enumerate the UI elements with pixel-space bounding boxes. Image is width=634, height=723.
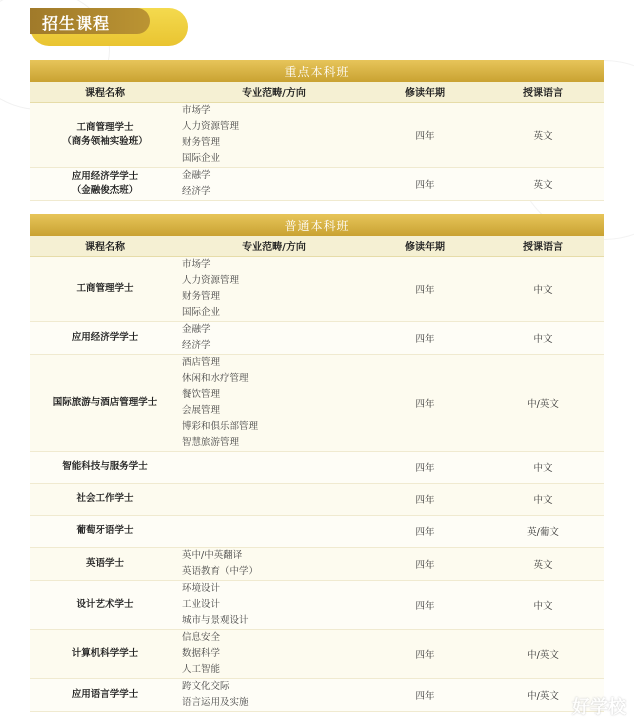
direction-item: 信息安全 [182, 631, 221, 643]
direction-item: 智慧旅游管理 [182, 436, 240, 448]
course-name: 工商管理学士 （商务领袖实验班） [62, 121, 148, 147]
direction-item: 金融学 [182, 169, 211, 181]
course-name: 应用经济学学士 [71, 331, 139, 343]
direction-item: 人力资源管理 [182, 274, 240, 286]
teaching-language-cell: 中/英文 [482, 678, 604, 711]
watermark-logo: 好学校 [572, 697, 626, 718]
course-name-cell [30, 629, 180, 678]
direction-item: 市场学 [182, 258, 211, 270]
direction-item: 经济学 [182, 185, 211, 197]
study-years-cell: 四年 [368, 547, 482, 580]
course-name: 国际旅游与酒店管理学士 [52, 396, 158, 408]
column-header: 专业范畴/方向 [180, 82, 368, 102]
teaching-language-cell: 中文 [482, 321, 604, 354]
direction-item: 国际企业 [182, 152, 221, 164]
table-body [30, 256, 604, 711]
direction-item: 英语教育（中学） [182, 565, 259, 577]
direction-cell [180, 102, 368, 167]
direction-item: 市场学 [182, 104, 211, 116]
teaching-language-cell: 中文 [482, 580, 604, 629]
direction-item: 环境设计 [182, 582, 221, 594]
table-row [30, 102, 604, 167]
teaching-language-cell: 中文 [482, 483, 604, 515]
direction-item: 国际企业 [182, 306, 221, 318]
column-header: 授课语言 [482, 236, 604, 256]
study-years-cell: 四年 [368, 167, 482, 200]
direction-item: 会展管理 [182, 404, 221, 416]
table-row [30, 354, 604, 451]
teaching-language-cell: 英文 [482, 102, 604, 167]
course-name-cell [30, 451, 180, 483]
direction-item: 经济学 [182, 339, 211, 351]
study-years-cell: 四年 [368, 451, 482, 483]
direction-cell [180, 167, 368, 200]
direction-cell [180, 354, 368, 451]
course-name-cell [30, 256, 180, 321]
study-years-cell: 四年 [368, 629, 482, 678]
course-name-cell [30, 678, 180, 711]
study-years-cell: 四年 [368, 354, 482, 451]
direction-cell [180, 629, 368, 678]
table-row [30, 451, 604, 483]
direction-item: 英中/中英翻译 [182, 549, 243, 561]
direction-item: 数据科学 [182, 647, 221, 659]
table-title-bar: 重点本科班 [30, 60, 604, 82]
table-body [30, 102, 604, 200]
course-name: 工商管理学士 [76, 282, 134, 294]
table-row [30, 321, 604, 354]
direction-item: 休闲和水疗管理 [182, 372, 249, 384]
course-name-cell [30, 515, 180, 547]
course-name: 设计艺术学士 [76, 598, 134, 610]
study-years-cell: 四年 [368, 580, 482, 629]
direction-cell [180, 515, 368, 547]
teaching-language-cell: 中文 [482, 451, 604, 483]
teaching-language-cell: 英/葡文 [482, 515, 604, 547]
direction-cell [180, 483, 368, 515]
course-name-cell [30, 580, 180, 629]
section-title: 招生课程 [42, 14, 111, 33]
study-years-cell: 四年 [368, 483, 482, 515]
teaching-language-cell: 中文 [482, 256, 604, 321]
column-header: 课程名称 [30, 236, 180, 256]
course-name-cell [30, 547, 180, 580]
table-row [30, 515, 604, 547]
direction-cell [180, 256, 368, 321]
course-name: 葡萄牙语学士 [76, 525, 134, 536]
study-years-cell: 四年 [368, 256, 482, 321]
direction-item: 财务管理 [182, 136, 221, 148]
column-header: 课程名称 [30, 82, 180, 102]
course-name-cell [30, 321, 180, 354]
course-name: 英语学士 [85, 557, 124, 569]
course-name: 社会工作学士 [76, 493, 134, 504]
direction-cell [180, 580, 368, 629]
direction-item: 博彩和俱乐部管理 [182, 420, 259, 432]
course-name-cell [30, 167, 180, 200]
teaching-language-cell: 英文 [482, 167, 604, 200]
direction-item: 餐饮管理 [182, 388, 221, 400]
direction-cell [180, 547, 368, 580]
direction-cell [180, 321, 368, 354]
table-row [30, 580, 604, 629]
course-name: 应用语言学学士 [71, 688, 139, 700]
teaching-language-cell: 英文 [482, 547, 604, 580]
course-name-cell [30, 483, 180, 515]
column-header: 专业范畴/方向 [180, 236, 368, 256]
direction-item: 跨文化交际 [182, 680, 230, 692]
direction-item: 酒店管理 [182, 356, 221, 368]
regular-program-table [30, 214, 604, 712]
course-name: 智能科技与服务学士 [62, 461, 148, 472]
key-program-table [30, 60, 604, 201]
direction-item: 城市与景观设计 [182, 614, 249, 626]
table-title-bar: 普通本科班 [30, 214, 604, 236]
table-row [30, 256, 604, 321]
study-years-cell: 四年 [368, 678, 482, 711]
study-years-cell: 四年 [368, 102, 482, 167]
teaching-language-cell: 中/英文 [482, 629, 604, 678]
column-header: 修读年期 [368, 236, 482, 256]
teaching-language-cell: 中/英文 [482, 354, 604, 451]
column-header: 授课语言 [482, 82, 604, 102]
study-years-cell: 四年 [368, 515, 482, 547]
course-name: 应用经济学学士 （金融俊杰班） [71, 170, 139, 196]
section-title-badge [30, 8, 188, 46]
direction-item: 金融学 [182, 323, 211, 335]
column-header: 修读年期 [368, 82, 482, 102]
direction-item: 语言运用及实施 [182, 696, 249, 708]
course-name: 计算机科学学士 [71, 647, 139, 659]
direction-item: 财务管理 [182, 290, 221, 302]
table-row [30, 678, 604, 711]
direction-item: 工业设计 [182, 598, 221, 610]
direction-cell [180, 678, 368, 711]
table-row [30, 547, 604, 580]
direction-item: 人工智能 [182, 663, 221, 675]
course-name-cell [30, 354, 180, 451]
direction-item: 人力资源管理 [182, 120, 240, 132]
table-row [30, 167, 604, 200]
direction-cell [180, 451, 368, 483]
course-name-cell [30, 102, 180, 167]
table-row [30, 629, 604, 678]
table-row [30, 483, 604, 515]
study-years-cell: 四年 [368, 321, 482, 354]
